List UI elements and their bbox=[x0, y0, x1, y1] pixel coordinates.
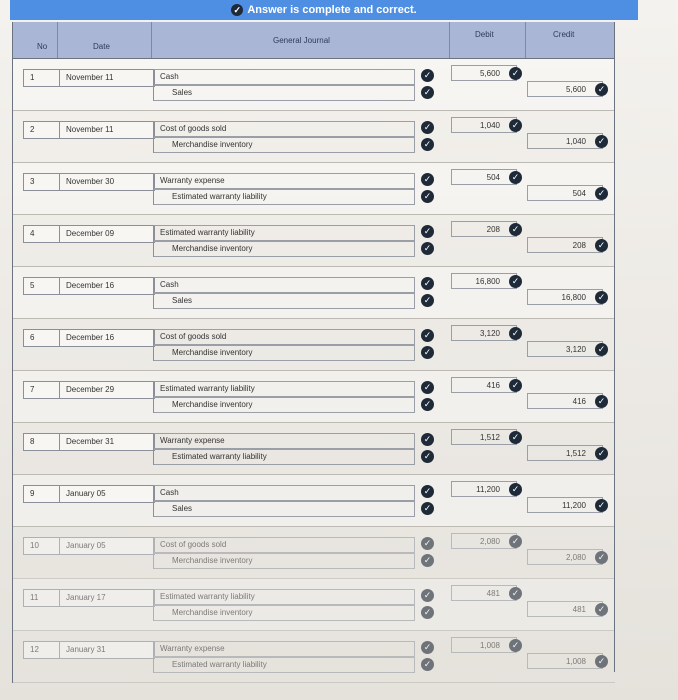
header-general-journal: General Journal bbox=[273, 36, 330, 45]
entry-number: 2 bbox=[23, 121, 60, 139]
check-circle-icon: ✓ bbox=[509, 327, 522, 340]
debit-account-label: Estimated warranty liability bbox=[160, 592, 255, 601]
debit-amount-field[interactable] bbox=[451, 377, 520, 393]
debit-account-label: Warranty expense bbox=[160, 176, 225, 185]
credit-amount: 16,800 bbox=[561, 293, 586, 302]
check-circle-icon: ✓ bbox=[421, 641, 434, 654]
credit-account-label: Merchandise inventory bbox=[172, 556, 253, 565]
debit-amount: 11,200 bbox=[476, 485, 500, 494]
debit-amount-field[interactable] bbox=[451, 637, 520, 653]
account-cell bbox=[153, 537, 414, 569]
answer-banner bbox=[10, 0, 638, 20]
date-field[interactable]: January 31 bbox=[59, 641, 155, 659]
debit-amount-field[interactable] bbox=[451, 429, 520, 445]
check-circle-icon: ✓ bbox=[421, 86, 434, 99]
header-date: Date bbox=[93, 42, 110, 51]
check-circle-icon: ✓ bbox=[421, 329, 434, 342]
date-field[interactable]: November 11 bbox=[59, 121, 155, 139]
credit-amount-field[interactable] bbox=[527, 289, 606, 305]
check-circle-icon: ✓ bbox=[509, 379, 522, 392]
credit-account-label: Estimated warranty liability bbox=[172, 192, 267, 201]
debit-account-label: Estimated warranty liability bbox=[160, 384, 255, 393]
credit-account-label: Sales bbox=[172, 88, 193, 97]
credit-amount: 1,008 bbox=[565, 657, 586, 666]
entry-number: 5 bbox=[23, 277, 60, 295]
credit-amount-field[interactable] bbox=[527, 601, 606, 617]
check-circle-icon: ✓ bbox=[509, 275, 522, 288]
account-cell bbox=[153, 641, 414, 673]
credit-account-field[interactable] bbox=[154, 501, 415, 517]
credit-account-label: Merchandise inventory bbox=[172, 140, 253, 149]
check-circle-icon: ✓ bbox=[421, 537, 434, 550]
credit-amount-field[interactable] bbox=[527, 237, 606, 253]
account-cell bbox=[153, 121, 414, 153]
check-circle-icon: ✓ bbox=[509, 67, 522, 80]
date-field[interactable]: January 17 bbox=[59, 589, 155, 607]
check-circle-icon: ✓ bbox=[421, 381, 434, 394]
debit-amount: 208 bbox=[486, 225, 500, 234]
entry-number: 1 bbox=[23, 69, 60, 87]
credit-amount: 416 bbox=[572, 397, 586, 406]
table-row bbox=[13, 371, 615, 423]
check-circle-icon: ✓ bbox=[231, 4, 243, 16]
credit-amount: 504 bbox=[572, 189, 586, 198]
debit-account-field[interactable] bbox=[154, 277, 415, 293]
debit-account-label: Cost of goods sold bbox=[160, 332, 227, 341]
debit-amount: 16,800 bbox=[475, 277, 500, 286]
check-circle-icon: ✓ bbox=[421, 225, 434, 238]
check-circle-icon: ✓ bbox=[509, 431, 522, 444]
debit-amount: 5,600 bbox=[479, 69, 500, 78]
debit-amount-field[interactable] bbox=[451, 325, 520, 341]
debit-account-label: Cash bbox=[160, 280, 179, 289]
account-cell bbox=[153, 329, 414, 361]
header-divider bbox=[525, 22, 526, 58]
check-circle-icon: ✓ bbox=[509, 483, 522, 496]
credit-account-label: Sales bbox=[172, 504, 193, 513]
account-cell bbox=[153, 225, 414, 257]
check-circle-icon: ✓ bbox=[595, 239, 608, 252]
check-circle-icon: ✓ bbox=[595, 343, 608, 356]
debit-account-field[interactable] bbox=[154, 69, 415, 85]
header-no: No bbox=[37, 42, 48, 51]
debit-amount-field[interactable] bbox=[451, 585, 520, 601]
entry-number: 6 bbox=[23, 329, 60, 347]
check-circle-icon: ✓ bbox=[421, 294, 434, 307]
debit-amount: 1,512 bbox=[479, 433, 500, 442]
credit-amount-field[interactable] bbox=[527, 133, 606, 149]
check-circle-icon: ✓ bbox=[421, 346, 434, 359]
credit-amount: 11,200 bbox=[562, 501, 586, 510]
account-cell bbox=[153, 69, 414, 101]
entry-number: 8 bbox=[23, 433, 60, 451]
table-row bbox=[13, 59, 615, 111]
date-field[interactable]: December 16 bbox=[59, 329, 155, 347]
check-circle-icon: ✓ bbox=[509, 587, 522, 600]
date-field[interactable]: December 09 bbox=[59, 225, 155, 243]
credit-amount-field[interactable] bbox=[527, 549, 606, 565]
check-circle-icon: ✓ bbox=[595, 135, 608, 148]
account-cell bbox=[153, 433, 414, 465]
entry-number: 9 bbox=[23, 485, 60, 503]
header-divider bbox=[151, 22, 152, 58]
check-circle-icon: ✓ bbox=[421, 433, 434, 446]
date-field[interactable]: January 05 bbox=[59, 485, 155, 503]
credit-account-label: Estimated warranty liability bbox=[172, 452, 267, 461]
check-circle-icon: ✓ bbox=[595, 447, 608, 460]
entry-number: 7 bbox=[23, 381, 60, 399]
check-circle-icon: ✓ bbox=[421, 277, 434, 290]
check-circle-icon: ✓ bbox=[421, 606, 434, 619]
credit-amount-field[interactable] bbox=[527, 185, 606, 201]
debit-amount-field[interactable] bbox=[451, 273, 520, 289]
account-cell bbox=[153, 589, 414, 621]
debit-amount-field[interactable] bbox=[451, 481, 520, 497]
check-circle-icon: ✓ bbox=[595, 395, 608, 408]
entry-number: 10 bbox=[23, 537, 60, 555]
credit-account-label: Estimated warranty liability bbox=[172, 660, 267, 669]
debit-amount: 2,080 bbox=[479, 537, 500, 546]
credit-amount: 5,600 bbox=[565, 85, 586, 94]
check-circle-icon: ✓ bbox=[595, 187, 608, 200]
check-circle-icon: ✓ bbox=[421, 589, 434, 602]
debit-amount: 3,120 bbox=[479, 329, 500, 338]
credit-account-label: Sales bbox=[172, 296, 193, 305]
credit-account-label: Merchandise inventory bbox=[172, 244, 253, 253]
credit-amount: 208 bbox=[572, 241, 586, 250]
table-row bbox=[13, 527, 615, 579]
check-circle-icon: ✓ bbox=[421, 450, 434, 463]
check-circle-icon: ✓ bbox=[421, 173, 434, 186]
row-divider bbox=[13, 682, 615, 683]
table-row bbox=[13, 215, 615, 267]
credit-account-label: Merchandise inventory bbox=[172, 348, 253, 357]
credit-amount: 1,040 bbox=[565, 137, 586, 146]
account-cell bbox=[153, 173, 414, 205]
table-row bbox=[13, 423, 615, 475]
debit-account-label: Cost of goods sold bbox=[160, 124, 227, 133]
entry-number: 4 bbox=[23, 225, 60, 243]
credit-amount-field[interactable] bbox=[527, 497, 606, 513]
debit-amount: 504 bbox=[486, 173, 500, 182]
date-field[interactable]: November 11 bbox=[59, 69, 155, 87]
account-cell bbox=[153, 277, 414, 309]
table-row bbox=[13, 579, 615, 631]
check-circle-icon: ✓ bbox=[509, 119, 522, 132]
check-circle-icon: ✓ bbox=[509, 171, 522, 184]
header-divider bbox=[57, 22, 58, 58]
date-field[interactable]: December 16 bbox=[59, 277, 155, 295]
credit-amount: 481 bbox=[572, 605, 586, 614]
debit-amount: 1,008 bbox=[479, 641, 500, 650]
check-circle-icon: ✓ bbox=[509, 639, 522, 652]
entry-number: 11 bbox=[23, 589, 60, 607]
credit-amount: 2,080 bbox=[565, 553, 586, 562]
credit-amount: 3,120 bbox=[565, 345, 586, 354]
check-circle-icon: ✓ bbox=[595, 655, 608, 668]
check-circle-icon: ✓ bbox=[421, 554, 434, 567]
check-circle-icon: ✓ bbox=[421, 485, 434, 498]
date-field[interactable]: December 31 bbox=[59, 433, 155, 451]
debit-account-label: Cost of goods sold bbox=[160, 540, 227, 549]
table-row bbox=[13, 111, 615, 163]
credit-account-label: Merchandise inventory bbox=[172, 608, 253, 617]
credit-amount-field[interactable] bbox=[527, 81, 606, 97]
debit-account-label: Estimated warranty liability bbox=[160, 228, 255, 237]
debit-amount-field[interactable] bbox=[451, 221, 520, 237]
debit-amount-field[interactable] bbox=[451, 65, 520, 81]
table-right-border bbox=[614, 22, 615, 672]
header-debit: Debit bbox=[475, 30, 494, 39]
debit-amount-field[interactable] bbox=[451, 533, 520, 549]
table-row bbox=[13, 163, 615, 215]
check-circle-icon: ✓ bbox=[509, 223, 522, 236]
table-row bbox=[13, 267, 615, 319]
banner-text: Answer is complete and correct. bbox=[247, 4, 417, 16]
check-circle-icon: ✓ bbox=[421, 121, 434, 134]
check-circle-icon: ✓ bbox=[421, 502, 434, 515]
credit-amount-field[interactable] bbox=[527, 445, 606, 461]
date-field[interactable]: November 30 bbox=[59, 173, 155, 191]
debit-amount: 1,040 bbox=[479, 121, 500, 130]
table-row bbox=[13, 631, 615, 683]
debit-amount-field[interactable] bbox=[451, 169, 520, 185]
journal-table bbox=[12, 22, 615, 683]
check-circle-icon: ✓ bbox=[421, 242, 434, 255]
account-cell bbox=[153, 485, 414, 517]
entry-number: 3 bbox=[23, 173, 60, 191]
credit-amount: 1,512 bbox=[565, 449, 586, 458]
check-circle-icon: ✓ bbox=[421, 190, 434, 203]
table-row bbox=[13, 319, 615, 371]
credit-amount-field[interactable] bbox=[527, 341, 606, 357]
debit-account-field[interactable] bbox=[154, 485, 415, 501]
date-field[interactable]: January 05 bbox=[59, 537, 155, 555]
check-circle-icon: ✓ bbox=[595, 603, 608, 616]
credit-account-field[interactable] bbox=[154, 293, 415, 309]
debit-amount: 416 bbox=[486, 381, 500, 390]
credit-amount-field[interactable] bbox=[527, 393, 606, 409]
credit-account-field[interactable] bbox=[154, 85, 415, 101]
table-row bbox=[13, 475, 615, 527]
check-circle-icon: ✓ bbox=[595, 551, 608, 564]
debit-account-label: Warranty expense bbox=[160, 644, 225, 653]
header-divider bbox=[449, 22, 450, 58]
check-circle-icon: ✓ bbox=[421, 138, 434, 151]
check-circle-icon: ✓ bbox=[595, 499, 608, 512]
debit-account-label: Cash bbox=[160, 72, 179, 81]
debit-account-label: Cash bbox=[160, 488, 179, 497]
header-credit: Credit bbox=[553, 30, 575, 39]
account-cell bbox=[153, 381, 414, 413]
debit-amount-field[interactable] bbox=[451, 117, 520, 133]
credit-amount-field[interactable] bbox=[527, 653, 606, 669]
debit-account-label: Warranty expense bbox=[160, 436, 225, 445]
credit-account-label: Merchandise inventory bbox=[172, 400, 253, 409]
entry-number: 12 bbox=[23, 641, 60, 659]
check-circle-icon: ✓ bbox=[595, 291, 608, 304]
check-circle-icon: ✓ bbox=[509, 535, 522, 548]
debit-amount: 481 bbox=[486, 589, 500, 598]
table-header bbox=[13, 22, 615, 59]
journal-rows bbox=[13, 59, 615, 683]
date-field[interactable]: December 29 bbox=[59, 381, 155, 399]
check-circle-icon: ✓ bbox=[421, 658, 434, 671]
check-circle-icon: ✓ bbox=[421, 69, 434, 82]
check-circle-icon: ✓ bbox=[595, 83, 608, 96]
check-circle-icon: ✓ bbox=[421, 398, 434, 411]
